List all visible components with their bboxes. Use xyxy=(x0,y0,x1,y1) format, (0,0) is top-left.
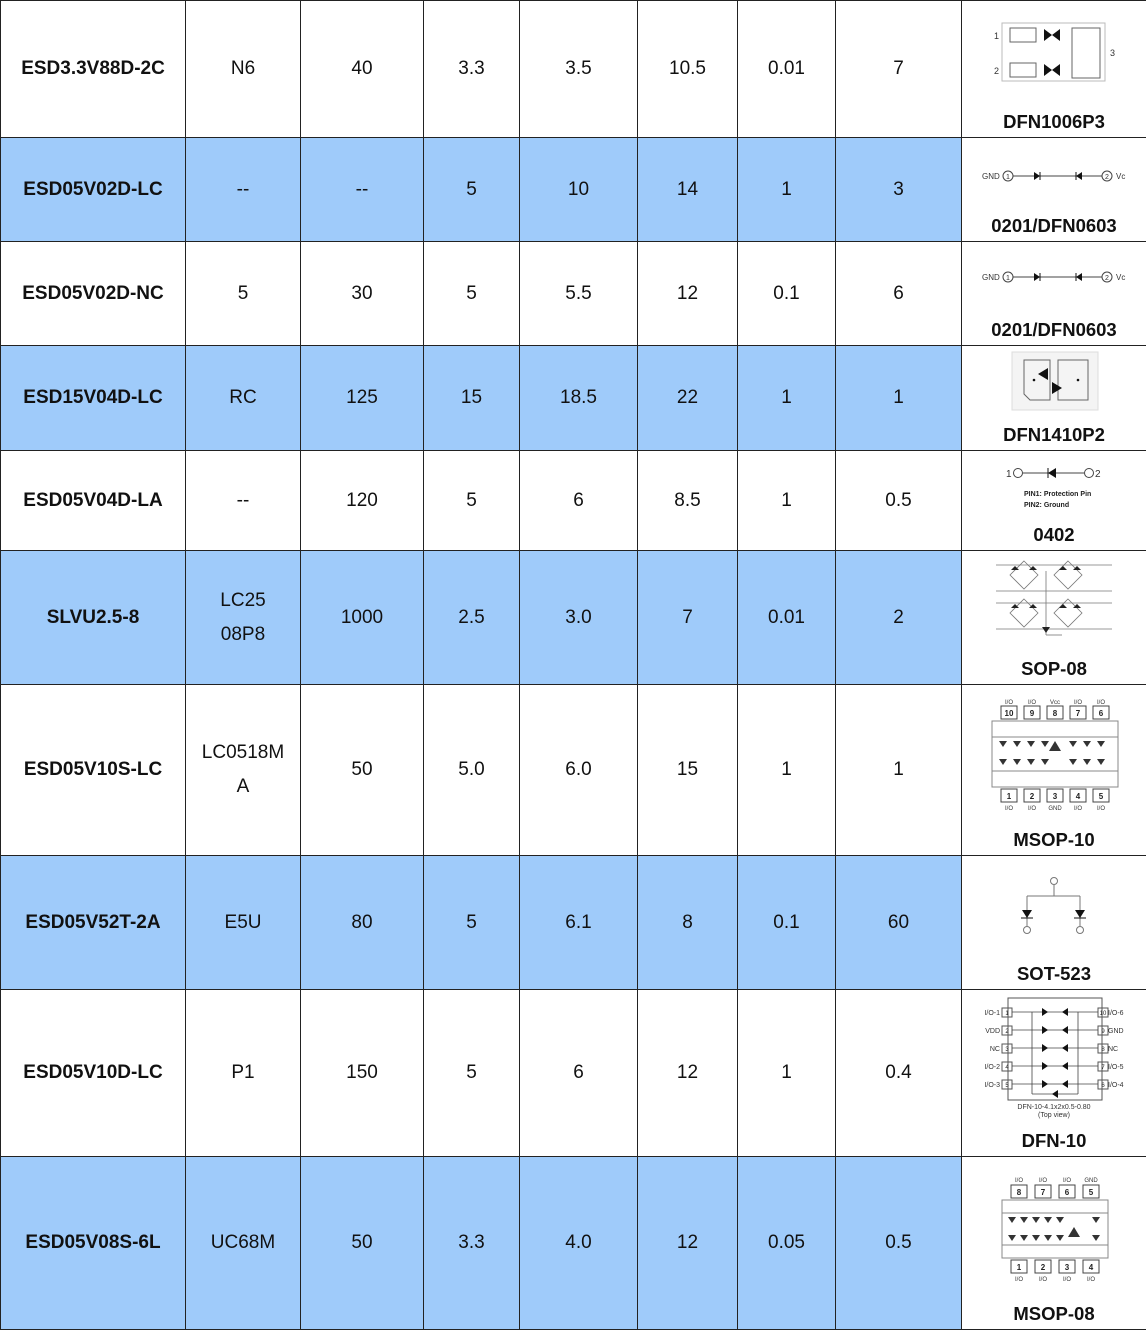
svg-text:2: 2 xyxy=(1105,174,1109,181)
part-number: ESD05V02D-LC xyxy=(1,138,186,242)
dfn10-diagram xyxy=(962,990,1146,1125)
package-name: MSOP-08 xyxy=(962,1302,1146,1326)
package-cell xyxy=(962,242,1146,346)
svg-text:5: 5 xyxy=(1005,1083,1009,1089)
svg-text:6: 6 xyxy=(1099,709,1104,718)
svg-text:(Top view): (Top view) xyxy=(1038,1112,1070,1119)
svg-text:I/O: I/O xyxy=(1097,806,1105,812)
svg-text:I/O: I/O xyxy=(1015,1277,1023,1283)
value-cell: 0.1 xyxy=(738,856,836,990)
svg-text:1: 1 xyxy=(1006,174,1010,181)
svg-text:6: 6 xyxy=(1101,1083,1105,1089)
part-number: ESD05V52T-2A xyxy=(1,856,186,990)
part-number: ESD15V04D-LC xyxy=(1,346,186,451)
svg-text:GND: GND xyxy=(1084,1178,1098,1184)
table-row xyxy=(1,451,1146,551)
dfn1410p2-diagram xyxy=(962,346,1146,421)
package-name: MSOP-10 xyxy=(962,828,1146,852)
value-cell: 6 xyxy=(836,242,962,346)
svg-text:6: 6 xyxy=(1065,1188,1070,1197)
table-row xyxy=(1,138,1146,242)
value-cell: 12 xyxy=(638,1157,738,1330)
svg-text:I/O-1: I/O-1 xyxy=(984,1010,1000,1017)
marking: E5U xyxy=(186,856,301,990)
svg-text:Vcc: Vcc xyxy=(1050,700,1060,706)
part-number: ESD05V08S-6L xyxy=(1,1157,186,1330)
dfn0603-diagram xyxy=(962,242,1146,312)
svg-text:1: 1 xyxy=(1006,469,1012,480)
svg-text:I/O: I/O xyxy=(1028,700,1036,706)
0402-diagram xyxy=(962,451,1146,521)
part-number: ESD05V04D-LA xyxy=(1,451,186,551)
svg-text:10: 10 xyxy=(1100,1011,1107,1017)
package-cell xyxy=(962,685,1146,856)
svg-text:I/O: I/O xyxy=(1063,1277,1071,1283)
svg-text:NC: NC xyxy=(1108,1046,1118,1053)
svg-text:Vc: Vc xyxy=(1116,172,1125,181)
value-cell: 2.5 xyxy=(424,551,520,685)
package-cell xyxy=(962,990,1146,1157)
value-cell: 5 xyxy=(424,242,520,346)
value-cell: 60 xyxy=(836,856,962,990)
svg-text:I/O-5: I/O-5 xyxy=(1108,1064,1124,1071)
value-cell: 3.3 xyxy=(424,1157,520,1330)
value-cell: 1 xyxy=(836,685,962,856)
value-cell: 14 xyxy=(638,138,738,242)
svg-text:I/O-6: I/O-6 xyxy=(1108,1010,1124,1017)
svg-text:I/O-3: I/O-3 xyxy=(984,1082,1000,1089)
table-row xyxy=(1,685,1146,856)
marking: P1 xyxy=(186,990,301,1157)
value-cell: 6 xyxy=(520,451,638,551)
svg-text:3: 3 xyxy=(1005,1047,1009,1053)
value-cell: 12 xyxy=(638,990,738,1157)
svg-text:I/O-4: I/O-4 xyxy=(1108,1082,1124,1089)
package-cell xyxy=(962,856,1146,990)
part-number: SLVU2.5-8 xyxy=(1,551,186,685)
value-cell: 150 xyxy=(301,990,424,1157)
value-cell: 3 xyxy=(836,138,962,242)
svg-text:I/O: I/O xyxy=(1074,806,1082,812)
value-cell: 15 xyxy=(638,685,738,856)
marking: -- xyxy=(186,138,301,242)
svg-text:8: 8 xyxy=(1017,1188,1022,1197)
value-cell: 3.5 xyxy=(520,1,638,138)
svg-text:2: 2 xyxy=(994,66,999,76)
value-cell: 120 xyxy=(301,451,424,551)
marking: 5 xyxy=(186,242,301,346)
table-row xyxy=(1,551,1146,685)
value-cell: 8.5 xyxy=(638,451,738,551)
value-cell: -- xyxy=(301,138,424,242)
svg-text:I/O: I/O xyxy=(1087,1277,1095,1283)
table-row xyxy=(1,1157,1146,1330)
value-cell: 5 xyxy=(424,138,520,242)
value-cell: 0.01 xyxy=(738,551,836,685)
svg-text:4: 4 xyxy=(1076,792,1081,801)
svg-text:I/O: I/O xyxy=(1028,806,1036,812)
svg-text:PIN1: Protection Pin: PIN1: Protection Pin xyxy=(1024,491,1091,498)
svg-text:Vc: Vc xyxy=(1116,273,1125,282)
value-cell: 0.05 xyxy=(738,1157,836,1330)
svg-text:5: 5 xyxy=(1099,792,1104,801)
svg-text:4: 4 xyxy=(1089,1263,1094,1272)
value-cell: 1 xyxy=(836,346,962,451)
package-name: 0201/DFN0603 xyxy=(962,318,1146,342)
value-cell: 6.1 xyxy=(520,856,638,990)
package-cell xyxy=(962,346,1146,451)
msop10-diagram xyxy=(962,685,1146,825)
package-cell xyxy=(962,1,1146,138)
svg-text:GND: GND xyxy=(982,273,1000,282)
value-cell: 0.4 xyxy=(836,990,962,1157)
svg-text:3: 3 xyxy=(1110,48,1115,58)
value-cell: 8 xyxy=(638,856,738,990)
package-name: 0402 xyxy=(962,523,1146,547)
value-cell: 1000 xyxy=(301,551,424,685)
value-cell: 5 xyxy=(424,856,520,990)
value-cell: 30 xyxy=(301,242,424,346)
marking: -- xyxy=(186,451,301,551)
svg-text:2: 2 xyxy=(1041,1263,1046,1272)
marking: LC0518M A xyxy=(186,685,301,856)
svg-text:3: 3 xyxy=(1065,1263,1070,1272)
marking: UC68M xyxy=(186,1157,301,1330)
part-number: ESD05V02D-NC xyxy=(1,242,186,346)
value-cell: 4.0 xyxy=(520,1157,638,1330)
value-cell: 80 xyxy=(301,856,424,990)
value-cell: 10.5 xyxy=(638,1,738,138)
value-cell: 50 xyxy=(301,1157,424,1330)
svg-text:3: 3 xyxy=(1053,792,1058,801)
table-row xyxy=(1,346,1146,451)
svg-text:I/O: I/O xyxy=(1005,806,1013,812)
svg-text:8: 8 xyxy=(1053,709,1058,718)
package-cell xyxy=(962,138,1146,242)
sop08-diagram xyxy=(962,551,1146,656)
value-cell: 1 xyxy=(738,990,836,1157)
svg-text:I/O: I/O xyxy=(1074,700,1082,706)
svg-text:5: 5 xyxy=(1089,1188,1094,1197)
svg-text:GND: GND xyxy=(982,172,1000,181)
package-cell xyxy=(962,551,1146,685)
svg-text:7: 7 xyxy=(1041,1188,1046,1197)
value-cell: 125 xyxy=(301,346,424,451)
svg-text:I/O: I/O xyxy=(1097,700,1105,706)
value-cell: 10 xyxy=(520,138,638,242)
part-number: ESD05V10D-LC xyxy=(1,990,186,1157)
value-cell: 22 xyxy=(638,346,738,451)
value-cell: 12 xyxy=(638,242,738,346)
value-cell: 1 xyxy=(738,685,836,856)
value-cell: 1 xyxy=(738,346,836,451)
value-cell: 3.0 xyxy=(520,551,638,685)
svg-text:I/O: I/O xyxy=(1063,1178,1071,1184)
table-row xyxy=(1,990,1146,1157)
value-cell: 2 xyxy=(836,551,962,685)
marking: N6 xyxy=(186,1,301,138)
sot523-diagram xyxy=(962,856,1146,961)
value-cell: 5.5 xyxy=(520,242,638,346)
value-cell: 7 xyxy=(836,1,962,138)
part-number: ESD05V10S-LC xyxy=(1,685,186,856)
table-row xyxy=(1,1,1146,138)
value-cell: 0.01 xyxy=(738,1,836,138)
package-name: SOP-08 xyxy=(962,657,1146,681)
package-name: DFN-10 xyxy=(962,1129,1146,1153)
value-cell: 1 xyxy=(738,138,836,242)
svg-text:7: 7 xyxy=(1101,1065,1105,1071)
svg-text:10: 10 xyxy=(1005,709,1014,718)
svg-text:PIN2: Ground: PIN2: Ground xyxy=(1024,502,1069,509)
package-name: DFN1410P2 xyxy=(962,423,1146,447)
value-cell: 40 xyxy=(301,1,424,138)
svg-text:2: 2 xyxy=(1105,275,1109,282)
value-cell: 5 xyxy=(424,990,520,1157)
value-cell: 0.1 xyxy=(738,242,836,346)
package-name: SOT-523 xyxy=(962,962,1146,986)
msop08-diagram xyxy=(962,1157,1146,1297)
svg-text:1: 1 xyxy=(994,31,999,41)
svg-text:1: 1 xyxy=(1006,275,1010,282)
value-cell: 3.3 xyxy=(424,1,520,138)
svg-text:1: 1 xyxy=(1007,792,1012,801)
svg-text:7: 7 xyxy=(1076,709,1081,718)
svg-text:2: 2 xyxy=(1095,469,1101,480)
svg-text:GND: GND xyxy=(1048,806,1062,812)
value-cell: 5 xyxy=(424,451,520,551)
svg-text:I/O: I/O xyxy=(1005,700,1013,706)
svg-text:2: 2 xyxy=(1005,1029,1009,1035)
table-row xyxy=(1,856,1146,990)
svg-text:I/O: I/O xyxy=(1039,1178,1047,1184)
svg-text:1: 1 xyxy=(1005,1011,1009,1017)
marking: LC25 08P8 xyxy=(186,551,301,685)
svg-text:DFN-10-4.1x2x0.5-0.80: DFN-10-4.1x2x0.5-0.80 xyxy=(1017,1104,1090,1111)
value-cell: 1 xyxy=(738,451,836,551)
marking: RC xyxy=(186,346,301,451)
value-cell: 15 xyxy=(424,346,520,451)
svg-text:I/O-2: I/O-2 xyxy=(984,1064,1000,1071)
value-cell: 5.0 xyxy=(424,685,520,856)
svg-text:8: 8 xyxy=(1101,1047,1105,1053)
value-cell: 6 xyxy=(520,990,638,1157)
package-name: DFN1006P3 xyxy=(962,110,1146,134)
value-cell: 18.5 xyxy=(520,346,638,451)
value-cell: 0.5 xyxy=(836,1157,962,1330)
dfn0603-diagram xyxy=(962,138,1146,208)
table-row xyxy=(1,242,1146,346)
value-cell: 0.5 xyxy=(836,451,962,551)
svg-text:VDD: VDD xyxy=(985,1028,1000,1035)
svg-text:1: 1 xyxy=(1017,1263,1022,1272)
svg-text:NC: NC xyxy=(990,1046,1000,1053)
dfn1006p3-diagram xyxy=(962,1,1146,111)
package-cell xyxy=(962,1157,1146,1330)
value-cell: 7 xyxy=(638,551,738,685)
svg-text:9: 9 xyxy=(1101,1029,1105,1035)
svg-text:I/O: I/O xyxy=(1039,1277,1047,1283)
package-cell xyxy=(962,451,1146,551)
value-cell: 6.0 xyxy=(520,685,638,856)
svg-text:9: 9 xyxy=(1030,709,1035,718)
value-cell: 50 xyxy=(301,685,424,856)
svg-text:GND: GND xyxy=(1108,1028,1124,1035)
svg-text:4: 4 xyxy=(1005,1065,1009,1071)
svg-text:2: 2 xyxy=(1030,792,1035,801)
part-number: ESD3.3V88D-2C xyxy=(1,1,186,138)
svg-text:I/O: I/O xyxy=(1015,1178,1023,1184)
package-name: 0201/DFN0603 xyxy=(962,214,1146,238)
